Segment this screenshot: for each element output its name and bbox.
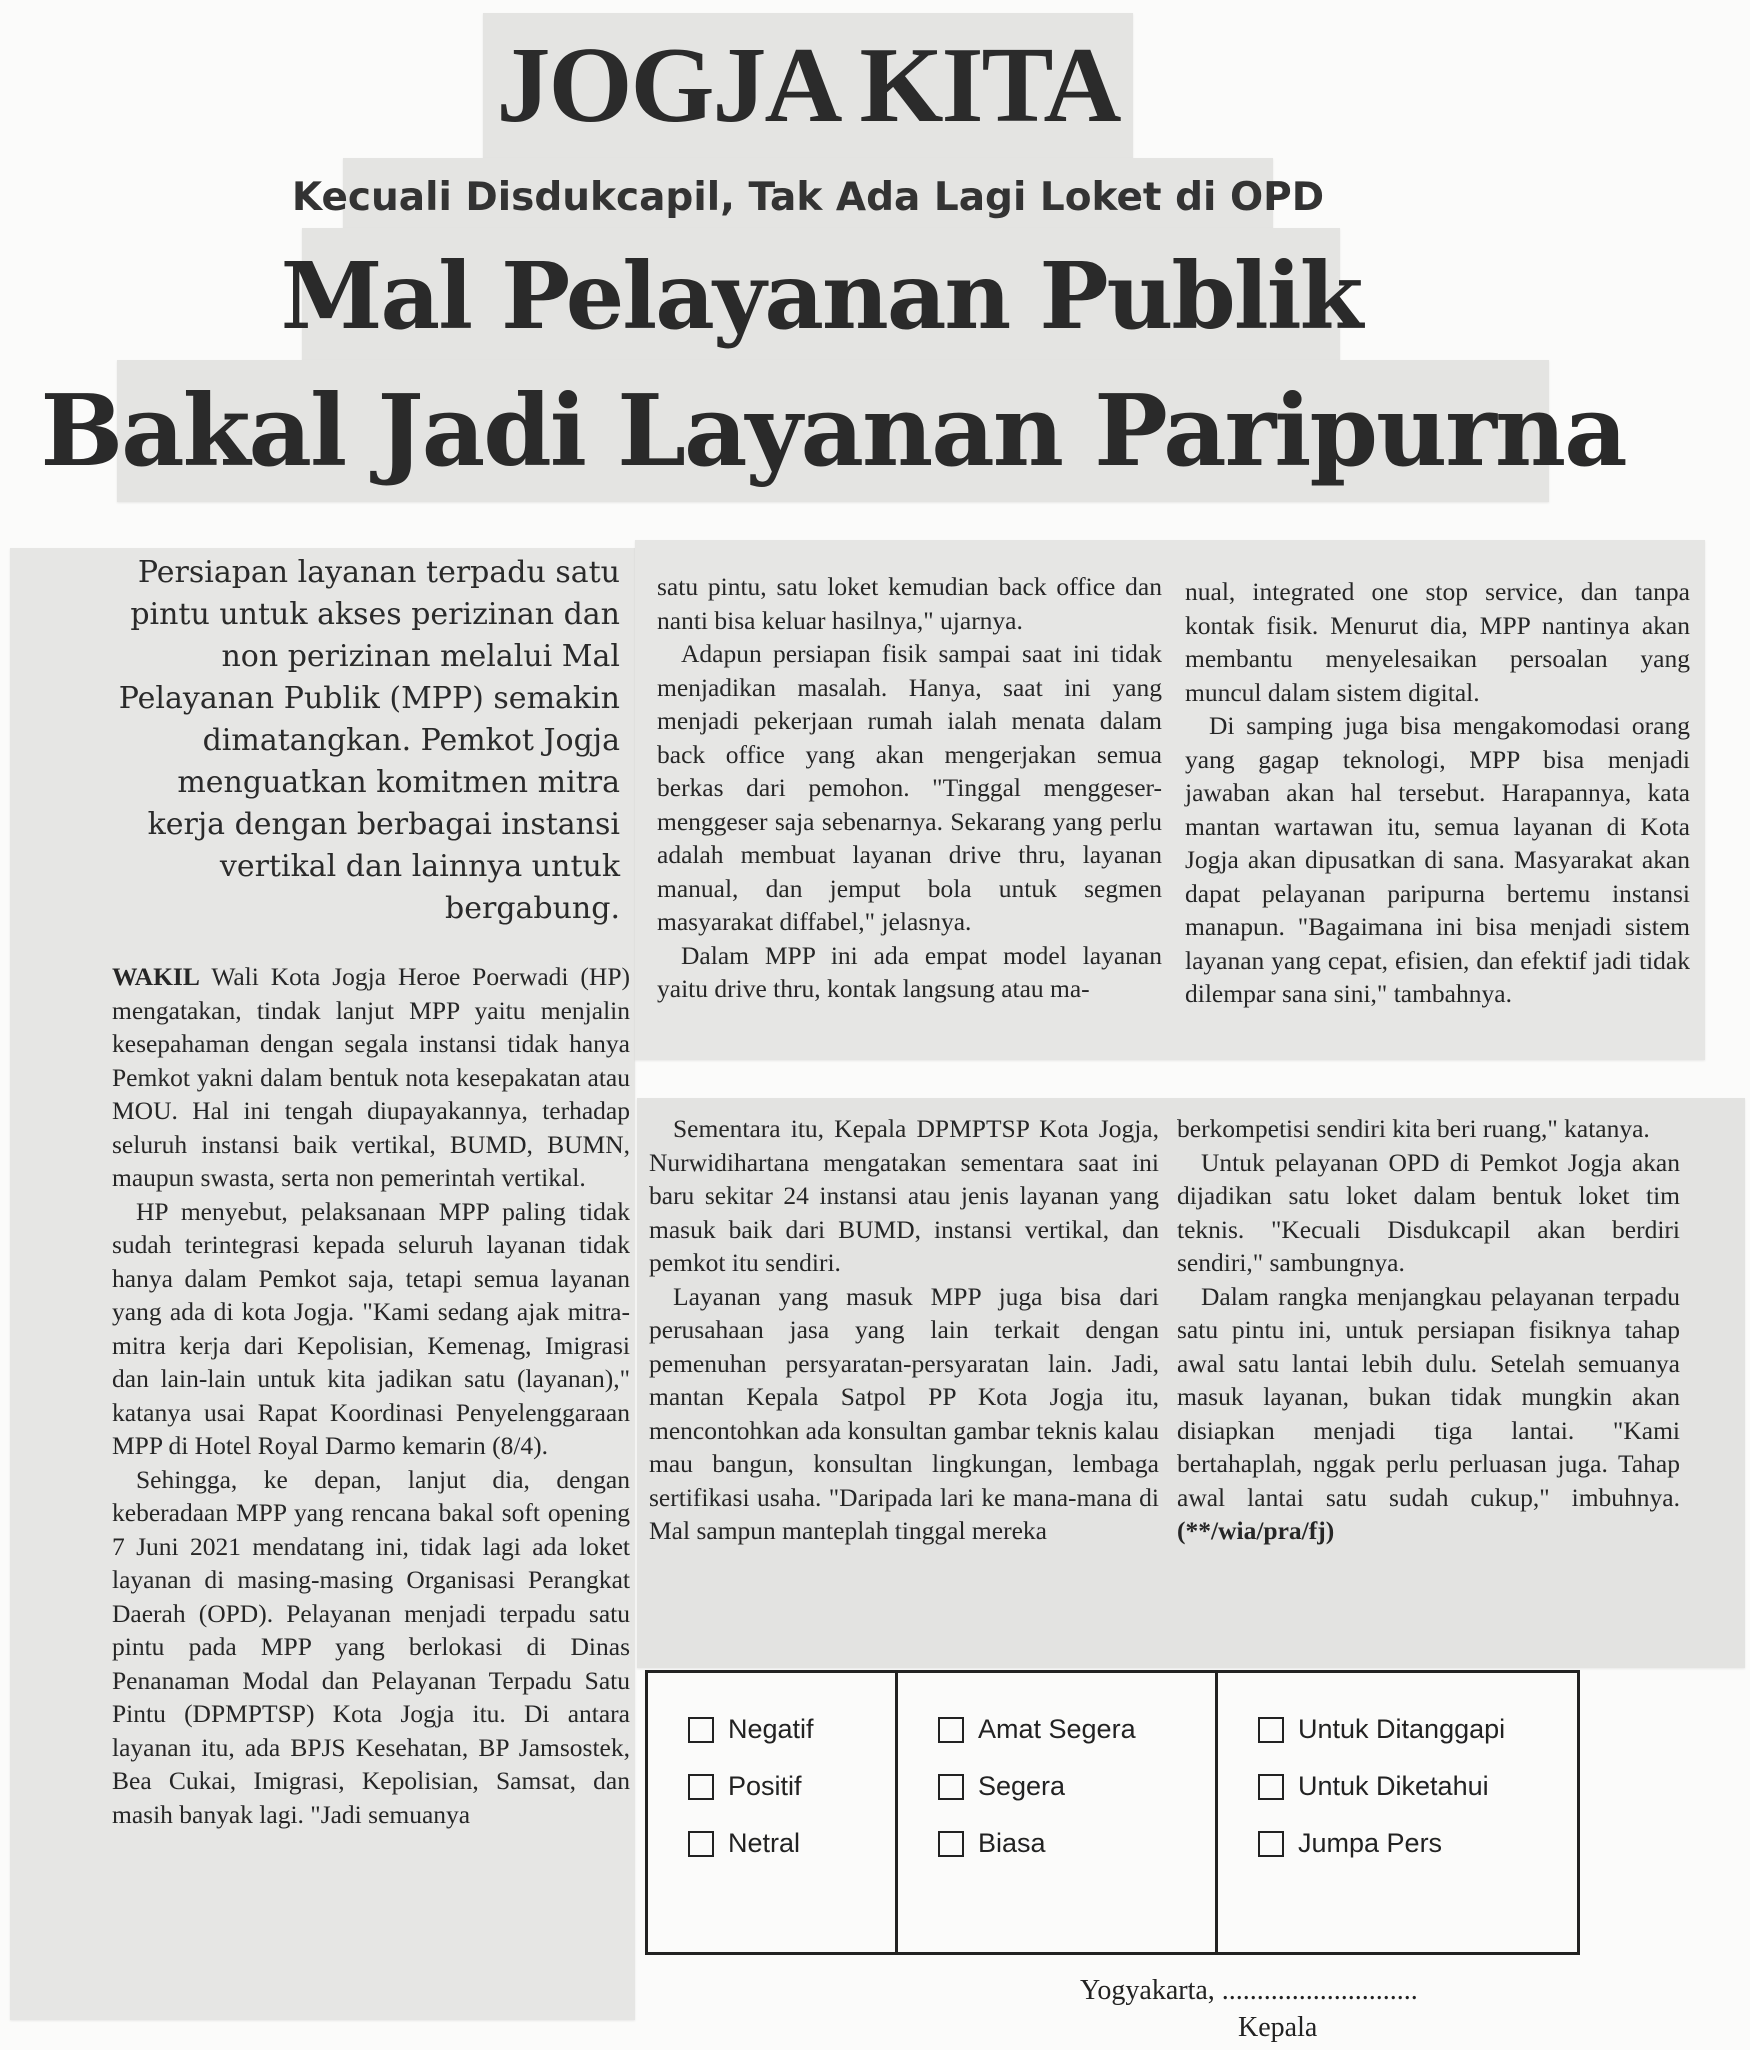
col4-paragraph-1: Sementara itu, Kepala DPMPTSP Kota Jogja, Nurwidihartana mengatakan sementara saat ini baru sekitar 24 instansi atau jenis layanan yang masuk baik dari BUMD, instansi vertikal, dan pemkot itu sendiri. [649,1114,1159,1277]
article-column-4 [649,1112,1159,1548]
checkbox-segera[interactable] [938,1758,1215,1815]
upper-right-clipping [635,540,1705,1060]
col4-paragraph-2: Layanan yang masuk MPP juga bisa dari perusahaan jasa yang lain terkait dengan pemenuhan persyaratan-persyaratan lain. Jadi, mantan Kepala Satpol PP Kota Jogja itu, mencontohkan ada konsultan gambar teknis kalau mau bangun, konsultan lingkungan, lembaga sertifikasi usaha. "Daripada lari ke mana-mana di Mal sampun manteplah tinggal mereka [649,1281,1159,1545]
checkbox-netral[interactable] [688,1815,895,1872]
author-signature: (**/wia/pra/fj) [1177,1516,1335,1545]
footer-place-date: Yogyakarta, ............................ [1080,1975,1418,2006]
col3-paragraph-1: nual, integrated one stop service, dan tanpa kontak fisik. Menurut dia, MPP nantinya akan membantu menyelesaikan persoalan yang muncul dalam sistem digital. [1185,577,1690,707]
kicker-strip [291,158,1325,236]
article-column-2 [657,570,1162,1006]
lower-right-clipping [637,1098,1745,1668]
checkbox-biasa[interactable] [938,1815,1215,1872]
checkbox-label: Jumpa Pers [1298,1828,1443,1858]
checkbox-amat-segera[interactable] [938,1701,1215,1758]
checkbox-label: Amat Segera [978,1714,1136,1744]
checkbox-square-icon[interactable] [688,1774,714,1800]
checkbox-square-icon[interactable] [688,1831,714,1857]
form-column-action [1218,1673,1577,1952]
checkbox-square-icon[interactable] [1258,1831,1284,1857]
col1-paragraph-3: Sehingga, ke depan, lanjut dia, dengan keberadaan MPP yang rencana bakal soft opening 7 Juni 2021 mendatang ini, tidak lagi ada loket layanan di masing-masing Organisasi Perangkat Daerah (OPD). Pelayanan menjadi terpadu satu pintu pada MPP yang berlokasi di Dinas Penanaman Modal dan Pelayanan Terpadu Satu Pintu (DPMPTSP) Kota Jogja itu. Di antara layanan itu, ada BPJS Kesehatan, BP Jamsostek, Bea Cukai, Imigrasi, Kepolisian, Samsat, dan masih banyak lagi. "Jadi semuanya [112,1464,630,1829]
checkbox-label: Biasa [978,1828,1046,1858]
col3-paragraph-2: Di samping juga bisa mengakomodasi orang yang gagap teknologi, MPP bisa menjadi jawaban akan hal tersebut. Harapannya, kata mantan wartawan itu, semua layanan di Kota Jogja akan dipusatkan di sana. Masyarakat akan dapat pelayanan paripurna bertemu instansi manapun. "Bagaimana ini bisa menjadi sistem layanan yang cepat, efisien, dan efektif jadi tidak dilempar sana sini," tambahnya. [1185,711,1690,1008]
checkbox-label: Positif [728,1771,802,1801]
checkbox-positif[interactable] [688,1758,895,1815]
col1-paragraph-2: HP menyebut, pelaksanaan MPP paling tidak sudah terintegrasi kepada seluruh layanan tidak hanya dalam Pemkot saja, tetapi semua layanan yang ada di kota Jogja. "Kami sedang ajak mitra-mitra kerja dari Kepolisian, Kemenag, Imigrasi dan lain-lain untuk kita jadikan satu (layanan)," katanya usai Rapat Koordinasi Penyelenggaraan MPP di Hotel Royal Darmo kemarin (8/4). [112,1196,630,1460]
checkbox-jumpa-pers[interactable] [1258,1815,1577,1872]
col1-paragraph-1-text: Wali Kota Jogja Heroe Poerwadi (HP) mengatakan, tindak lanjut MPP yaitu menjalin kesepahaman dengan segala instansi tidak hanya Pemkot yakni dalam bentuk nota kesepakatan atau MOU. Hal ini tengah diupayakannya, terhadap seluruh instansi baik vertikal, BUMD, BUMN, maupun swasta, serta non pemerintah vertikal. [112,962,630,1192]
headline-line-2: Bakal Jadi Layanan Paripurna [40,373,1626,489]
checkbox-square-icon[interactable] [938,1717,964,1743]
checkbox-negatif[interactable] [688,1701,895,1758]
col5-paragraph-3 [1177,1280,1680,1548]
lead-paragraph: Persiapan layanan terpadu satu pintu untuk akses perizinan dan non perizinan melalui Mal Pelayanan Publik (MPP) semakin dimatangkan. Pemkot Jogja menguatkan komitmen mitra kerja dengan berbagai instansi vertikal dan lainnya untuk bergabung. [118,555,620,926]
form-column-sentiment [648,1673,898,1952]
headline-line-2-strip [40,360,1626,502]
checkbox-square-icon[interactable] [1258,1774,1284,1800]
col1-paragraph-1 [112,960,630,1195]
headline-line-1-strip [280,228,1362,363]
checkbox-label: Netral [728,1828,801,1858]
col5-paragraph-3-text: Dalam rangka menjangkau pelayanan terpadu satu pintu ini, untuk persiapan fisiknya tahap awal satu lantai lebih dulu. Setelah semuanya masuk layanan, bukan tidak mungkin akan disiapkan menjadi tiga lantai. "Kami bertahaplah, nggak perlu perluasan juga. Tahap awal lantai satu sudah cukup," imbuhnya. [1177,1281,1680,1512]
checkbox-untuk-diketahui[interactable] [1258,1758,1577,1815]
checkbox-untuk-ditanggapi[interactable] [1258,1701,1577,1758]
form-column-urgency [898,1673,1218,1952]
checkbox-label: Untuk Diketahui [1298,1771,1489,1801]
checkbox-square-icon[interactable] [938,1831,964,1857]
checkbox-label: Segera [978,1771,1066,1801]
masthead: JOGJA KITA [496,25,1120,145]
checkbox-square-icon[interactable] [688,1717,714,1743]
col2-paragraph-3: Dalam MPP ini ada empat model layanan yaitu drive thru, kontak langsung atau ma- [657,940,1162,1003]
checkbox-label: Untuk Ditanggapi [1298,1714,1506,1744]
checkbox-square-icon[interactable] [938,1774,964,1800]
article-column-5 [1177,1112,1680,1548]
masthead-strip [483,13,1133,158]
kicker: Kecuali Disdukcapil, Tak Ada Lagi Loket di OPD [291,174,1325,220]
col2-paragraph-2: Adapun persiapan fisik sampai saat ini tidak menjadikan masalah. Hanya, saat ini yang menjadi pekerjaan rumah ialah menata dalam back office yang akan mengerjakan semua berkas dari pemohon. "Tinggal menggeser-menggeser saja sebenarnya. Sekarang yang perlu adalah membuat layanan drive thru, layanan manual, dan jemput bola untuk segmen masyarakat diffabel," jelasnya. [657,639,1162,936]
checkbox-label: Negatif [728,1714,814,1744]
article-column-1 [112,960,630,1831]
left-clipping [10,548,635,2020]
footer-title: Kepala [1238,2012,1318,2043]
classification-form [645,1670,1580,1955]
col5-paragraph-1: berkompetisi sendiri kita beri ruang," katanya. [1177,1114,1650,1143]
article-column-3 [1185,575,1690,1011]
headline-line-1: Mal Pelayanan Publik [280,241,1362,350]
dropcap-word: WAKIL [112,962,200,991]
checkbox-square-icon[interactable] [1258,1717,1284,1743]
col5-paragraph-2: Untuk pelayanan OPD di Pemkot Jogja akan dijadikan satu loket dalam bentuk loket tim teknis. "Kecuali Disdukcapil akan berdiri sendiri," sambungnya. [1177,1147,1680,1277]
col2-paragraph-1: satu pintu, satu loket kemudian back office dan nanti bisa keluar hasilnya," ujarnya. [657,572,1162,635]
